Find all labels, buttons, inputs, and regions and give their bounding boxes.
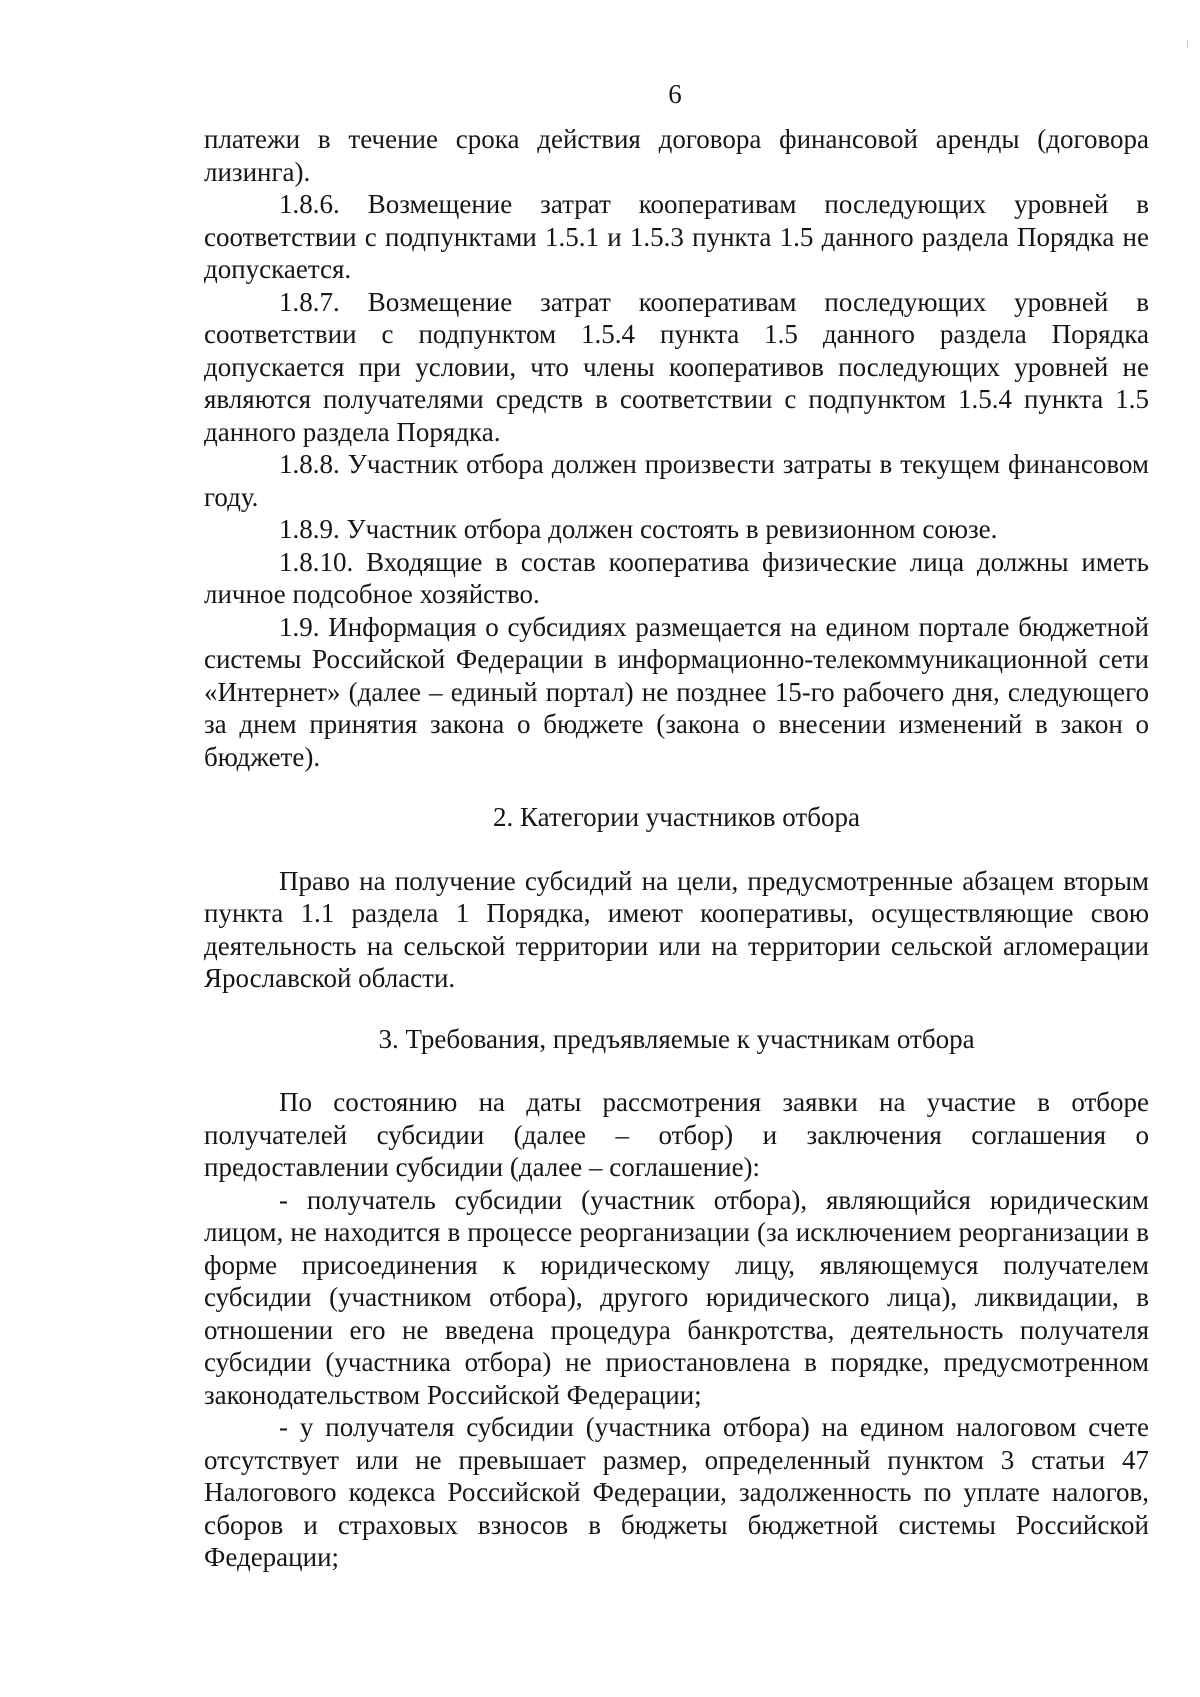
paragraph-section-3-item-1: - получатель субсидии (участник отбора), являющийся юридическим лицом, не находится в процессе реорганизации (за исключением реорганизации в форме присоединения к юридическому лицу, являющемуся получателем субсидии (участником отбора), другого юридического лица), ликвидации, в отношении его не введена процедура банкротства, деятельность получателя субсидии (участника отбора) не приостановлена в порядке, предусмотренном законодательством Российской Федерации; [204,1184,1149,1410]
paragraph-section-3-intro: По состоянию на даты рассмотрения заявки на участие в отборе получателей субсидии (далее – отбор) и заключения соглашения о предоставлении субсидии (далее – соглашение): [204,1087,1149,1182]
paragraph-section-2: Право на получение субсидий на цели, предусмотренные абзацем вторым пункта 1.1 раздела 1 Порядка, имеют кооперативы, осуществляющие свою деятельность на сельской территории или на территории сельской агломерации Ярославской области. [204,865,1149,993]
paragraph-section-3-item-2: - у получателя субсидии (участника отбора) на едином налоговом счете отсутствует или не превышает размер, определенный пунктом 3 статьи 47 Налогового кодекса Российской Федерации, задолженность по уплате налогов, сборов и страховых взносов в бюджеты бюджетной системы Российской Федерации; [204,1412,1149,1572]
document-body [204,123,1149,1574]
paragraph-1-8-10: 1.8.10. Входящие в состав кооператива физические лица должны иметь личное подсобное хозяйство. [204,546,1149,609]
paragraph-1-8-7: 1.8.7. Возмещение затрат кооперативам последующих уровней в соответствии с подпунктом 1.5.4 пункта 1.5 данного раздела Порядка допускается при условии, что члены кооперативов последующих уровней не являются получателями средств в соответствии с подпунктом 1.5.4 пункта 1.5 данного раздела Порядка. [204,286,1149,447]
paragraph-1-9: 1.9. Информация о субсидиях размещается на едином портале бюджетной системы Российской Федерации в информационно-телекоммуникационной сети «Интернет» (далее – единый портал) не позднее 15-го рабочего дня, следующего за днем принятия закона о бюджете (закона о внесении изменений в закон о бюджете). [204,611,1149,772]
section-3-heading: 3. Требования, предъявляемые к участникам отбора [378,1023,975,1054]
paragraph-1-8-6: 1.8.6. Возмещение затрат кооперативам последующих уровней в соответствии с подпунктами 1.5.1 и 1.5.3 пункта 1.5 данного раздела Порядка не допускается. [204,189,1149,284]
section-2-heading: 2. Категории участников отбора [493,802,860,832]
paragraph-1-8-8: 1.8.8. Участник отбора должен произвести затраты в текущем финансовом году. [204,449,1149,512]
paragraph-1-8-9: 1.8.9. Участник отбора должен состоять в ревизионном союзе. [279,514,998,544]
paragraph-continuation: платежи в течение срока действия договора финансовой аренды (договора лизинга). [204,124,1149,187]
scan-mark [1187,40,1188,48]
page-number: 6 [668,79,682,109]
